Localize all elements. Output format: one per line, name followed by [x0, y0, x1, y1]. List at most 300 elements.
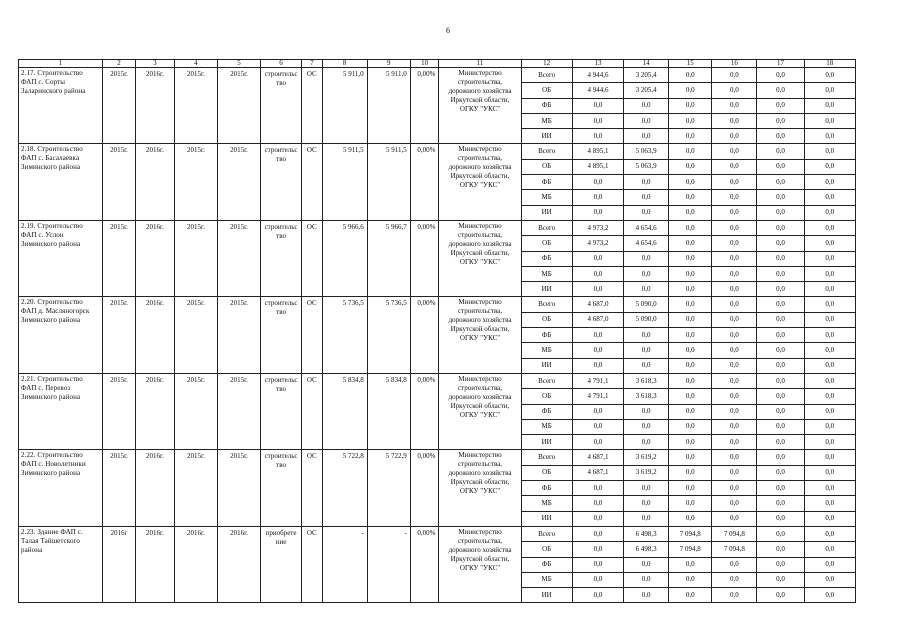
amount-cell: 0,0: [572, 328, 623, 343]
page-number: 6: [446, 26, 450, 35]
amount-cell: 0,0: [757, 98, 804, 113]
amount-cell: 0,0: [624, 481, 669, 496]
amount-cell: 4 791,1: [572, 389, 623, 404]
amount-cell: 0,0: [624, 588, 669, 603]
amount-cell: 0,0: [757, 144, 804, 159]
end-year-cell: 2016г.: [135, 68, 174, 144]
readiness-cell: 0,00%: [410, 450, 439, 526]
executor-cell: Министерство строительства, дорожного хозяйства Иркутской области, ОГКУ "УКС": [439, 297, 521, 373]
funding-source-cell: МБ: [521, 496, 572, 511]
amount-cell: 4 791,1: [572, 373, 623, 388]
amount-cell: 7 094,8: [669, 542, 712, 557]
col5-year-cell: 2016г.: [217, 526, 260, 602]
amount-cell: 3 618,3: [624, 373, 669, 388]
amount-cell: 0,0: [572, 496, 623, 511]
amount-cell: 0,0: [804, 297, 855, 312]
amount-cell: 0,0: [669, 266, 712, 281]
header-col-10: 10: [410, 60, 439, 68]
amount-cell: 0,0: [804, 358, 855, 373]
amount-cell: 0,0: [712, 312, 757, 327]
start-year-cell: 2015г.: [103, 297, 136, 373]
amount-cell: 0,0: [669, 373, 712, 388]
amount-cell: 0,0: [804, 465, 855, 480]
amount-cell: 5 063,9: [624, 144, 669, 159]
amount-cell: 0,0: [804, 389, 855, 404]
work-type-cell: строительс тво: [261, 68, 302, 144]
amount-cell: 0,0: [624, 205, 669, 220]
amount-cell: 0,0: [757, 175, 804, 190]
header-col-7: 7: [302, 60, 323, 68]
header-col-18: 18: [804, 60, 855, 68]
header-col-16: 16: [712, 60, 757, 68]
header-col-17: 17: [757, 60, 804, 68]
funding-source-cell: МБ: [521, 572, 572, 587]
amount-cell: 5 090,0: [624, 312, 669, 327]
amount-cell: 0,0: [804, 98, 855, 113]
funding-source-cell: ОБ: [521, 236, 572, 251]
work-type-cell: строительс тво: [261, 373, 302, 449]
funding-source-cell: Всего: [521, 450, 572, 465]
capacity-cell: 5 834,8: [322, 373, 367, 449]
amount-cell: 0,0: [669, 113, 712, 128]
amount-cell: 4 687,0: [572, 312, 623, 327]
amount-cell: 0,0: [804, 373, 855, 388]
amount-cell: 0,0: [669, 481, 712, 496]
amount-cell: 0,0: [757, 389, 804, 404]
amount-cell: 0,0: [572, 588, 623, 603]
amount-cell: 0,0: [669, 68, 712, 83]
amount-cell: 0,0: [669, 419, 712, 434]
amount-cell: 0,0: [804, 159, 855, 174]
amount-cell: 0,0: [624, 358, 669, 373]
amount-cell: 3 618,3: [624, 389, 669, 404]
readiness-cell: 0,00%: [410, 526, 439, 602]
amount-cell: 0,0: [712, 435, 757, 450]
amount-cell: 3 205,4: [624, 83, 669, 98]
amount-cell: 0,0: [572, 343, 623, 358]
amount-cell: 0,0: [804, 588, 855, 603]
col5-year-cell: 2015г.: [217, 373, 260, 449]
amount-cell: 0,0: [712, 343, 757, 358]
amount-cell: 0,0: [572, 282, 623, 297]
amount-cell: 0,0: [804, 328, 855, 343]
work-type-cell: строительс тво: [261, 220, 302, 296]
funding-source-cell: ОБ: [521, 389, 572, 404]
cost-cell: -: [367, 526, 410, 602]
amount-cell: 0,0: [757, 572, 804, 587]
amount-cell: 4 895,1: [572, 159, 623, 174]
amount-cell: 0,0: [757, 328, 804, 343]
amount-cell: 0,0: [804, 83, 855, 98]
asset-type-cell: ОС: [302, 373, 323, 449]
amount-cell: 0,0: [669, 129, 712, 144]
amount-cell: 0,0: [572, 98, 623, 113]
funding-source-cell: ФБ: [521, 481, 572, 496]
funding-source-cell: МБ: [521, 419, 572, 434]
start-year-cell: 2015г.: [103, 68, 136, 144]
header-col-8: 8: [322, 60, 367, 68]
table-row: [19, 373, 856, 388]
amount-cell: 0,0: [804, 266, 855, 281]
amount-cell: 0,0: [624, 435, 669, 450]
amount-cell: 6 498,3: [624, 526, 669, 541]
amount-cell: 0,0: [757, 419, 804, 434]
asset-type-cell: ОС: [302, 526, 323, 602]
amount-cell: 0,0: [669, 511, 712, 526]
amount-cell: 0,0: [712, 205, 757, 220]
end-year-cell: 2016г.: [135, 297, 174, 373]
header-numbers-row: [19, 60, 856, 68]
amount-cell: 0,0: [712, 450, 757, 465]
object-name-cell: 2.22. Строительство ФАП с. Новолетники Зиминского района: [19, 450, 103, 526]
readiness-cell: 0,00%: [410, 373, 439, 449]
header-col-1: 1: [19, 60, 103, 68]
amount-cell: 0,0: [804, 251, 855, 266]
amount-cell: 0,0: [712, 98, 757, 113]
amount-cell: 0,0: [712, 220, 757, 235]
funding-source-cell: МБ: [521, 190, 572, 205]
funding-source-cell: ИИ: [521, 129, 572, 144]
object-name-cell: 2.17. Строительство ФАП с. Сорты Заларинского района: [19, 68, 103, 144]
amount-cell: 0,0: [804, 190, 855, 205]
amount-cell: 0,0: [804, 236, 855, 251]
amount-cell: 0,0: [804, 481, 855, 496]
start-year-cell: 2015г.: [103, 220, 136, 296]
table-row: [19, 220, 856, 235]
amount-cell: 0,0: [757, 282, 804, 297]
cost-cell: 5 722,9: [367, 450, 410, 526]
amount-cell: 0,0: [669, 450, 712, 465]
header-col-5: 5: [217, 60, 260, 68]
amount-cell: 3 205,4: [624, 68, 669, 83]
col5-year-cell: 2015г.: [217, 450, 260, 526]
amount-cell: 0,0: [572, 190, 623, 205]
amount-cell: 0,0: [669, 220, 712, 235]
amount-cell: 0,0: [712, 557, 757, 572]
amount-cell: 0,0: [572, 175, 623, 190]
amount-cell: 0,0: [804, 144, 855, 159]
amount-cell: 0,0: [669, 236, 712, 251]
capacity-cell: 5 722,8: [322, 450, 367, 526]
funding-source-cell: ИИ: [521, 205, 572, 220]
readiness-cell: 0,00%: [410, 68, 439, 144]
col4-year-cell: 2015г.: [174, 68, 217, 144]
amount-cell: 0,0: [572, 526, 623, 541]
funding-source-cell: МБ: [521, 266, 572, 281]
amount-cell: 0,0: [669, 389, 712, 404]
amount-cell: 0,0: [757, 358, 804, 373]
col4-year-cell: 2015г.: [174, 144, 217, 220]
capacity-cell: 5 911,5: [322, 144, 367, 220]
amount-cell: 0,0: [669, 557, 712, 572]
amount-cell: 0,0: [624, 496, 669, 511]
amount-cell: 0,0: [624, 343, 669, 358]
amount-cell: 0,0: [757, 159, 804, 174]
amount-cell: 0,0: [669, 205, 712, 220]
funding-source-cell: ФБ: [521, 251, 572, 266]
amount-cell: 0,0: [712, 481, 757, 496]
amount-cell: 7 094,8: [712, 526, 757, 541]
amount-cell: 0,0: [757, 588, 804, 603]
amount-cell: 0,0: [669, 98, 712, 113]
start-year-cell: 2015г.: [103, 144, 136, 220]
work-type-cell: приобрете ние: [261, 526, 302, 602]
end-year-cell: 2016г.: [135, 220, 174, 296]
amount-cell: 0,0: [712, 266, 757, 281]
executor-cell: Министерство строительства, дорожного хозяйства Иркутской области, ОГКУ "УКС": [439, 144, 521, 220]
amount-cell: 0,0: [572, 113, 623, 128]
col4-year-cell: 2016г.: [174, 526, 217, 602]
amount-cell: 0,0: [624, 113, 669, 128]
col5-year-cell: 2015г.: [217, 297, 260, 373]
amount-cell: 5 063,9: [624, 159, 669, 174]
amount-cell: 0,0: [757, 220, 804, 235]
amount-cell: 0,0: [804, 511, 855, 526]
amount-cell: 0,0: [624, 266, 669, 281]
funding-source-cell: ФБ: [521, 404, 572, 419]
amount-cell: 0,0: [804, 450, 855, 465]
amount-cell: 0,0: [572, 251, 623, 266]
amount-cell: 4 973,2: [572, 220, 623, 235]
amount-cell: 0,0: [712, 588, 757, 603]
asset-type-cell: ОС: [302, 450, 323, 526]
col4-year-cell: 2015г.: [174, 297, 217, 373]
amount-cell: 0,0: [624, 511, 669, 526]
amount-cell: 0,0: [624, 175, 669, 190]
amount-cell: 0,0: [757, 465, 804, 480]
amount-cell: 0,0: [712, 572, 757, 587]
amount-cell: 5 090,0: [624, 297, 669, 312]
amount-cell: 0,0: [712, 358, 757, 373]
amount-cell: 0,0: [712, 465, 757, 480]
start-year-cell: 2016г: [103, 526, 136, 602]
amount-cell: 0,0: [669, 144, 712, 159]
amount-cell: 0,0: [669, 435, 712, 450]
amount-cell: 0,0: [669, 251, 712, 266]
end-year-cell: 2016г.: [135, 144, 174, 220]
end-year-cell: 2016г.: [135, 526, 174, 602]
amount-cell: 0,0: [669, 282, 712, 297]
funding-source-cell: ОБ: [521, 542, 572, 557]
amount-cell: 0,0: [804, 343, 855, 358]
amount-cell: 0,0: [669, 572, 712, 587]
readiness-cell: 0,00%: [410, 297, 439, 373]
amount-cell: 0,0: [669, 465, 712, 480]
end-year-cell: 2016г.: [135, 450, 174, 526]
header-col-6: 6: [261, 60, 302, 68]
amount-cell: 0,0: [712, 175, 757, 190]
start-year-cell: 2015г.: [103, 450, 136, 526]
funding-source-cell: ФБ: [521, 557, 572, 572]
amount-cell: 0,0: [804, 496, 855, 511]
col4-year-cell: 2015г.: [174, 450, 217, 526]
funding-source-cell: Всего: [521, 526, 572, 541]
amount-cell: 0,0: [572, 404, 623, 419]
header-col-14: 14: [624, 60, 669, 68]
col5-year-cell: 2015г.: [217, 220, 260, 296]
funding-source-cell: МБ: [521, 343, 572, 358]
amount-cell: 0,0: [669, 159, 712, 174]
header-col-3: 3: [135, 60, 174, 68]
amount-cell: 3 619,2: [624, 450, 669, 465]
amount-cell: 0,0: [757, 190, 804, 205]
amount-cell: 0,0: [669, 175, 712, 190]
start-year-cell: 2015г.: [103, 373, 136, 449]
header-col-2: 2: [103, 60, 136, 68]
amount-cell: 0,0: [804, 435, 855, 450]
amount-cell: 0,0: [712, 190, 757, 205]
amount-cell: 0,0: [669, 328, 712, 343]
readiness-cell: 0,00%: [410, 220, 439, 296]
funding-source-cell: ФБ: [521, 328, 572, 343]
amount-cell: 0,0: [757, 251, 804, 266]
header-col-12: 12: [521, 60, 572, 68]
funding-source-cell: Всего: [521, 68, 572, 83]
amount-cell: 0,0: [804, 542, 855, 557]
amount-cell: 0,0: [712, 404, 757, 419]
amount-cell: 7 094,8: [712, 542, 757, 557]
amount-cell: 4 944,6: [572, 68, 623, 83]
amount-cell: 0,0: [757, 557, 804, 572]
amount-cell: 0,0: [804, 68, 855, 83]
amount-cell: 0,0: [804, 557, 855, 572]
amount-cell: 4 654,6: [624, 220, 669, 235]
amount-cell: 0,0: [712, 83, 757, 98]
amount-cell: 0,0: [624, 557, 669, 572]
amount-cell: 4 687,0: [572, 297, 623, 312]
table-row: [19, 450, 856, 465]
funding-source-cell: ФБ: [521, 98, 572, 113]
amount-cell: 7 094,8: [669, 526, 712, 541]
funding-source-cell: ОБ: [521, 312, 572, 327]
amount-cell: 0,0: [757, 129, 804, 144]
amount-cell: 0,0: [572, 511, 623, 526]
table-row: [19, 144, 856, 159]
amount-cell: 0,0: [712, 129, 757, 144]
funding-source-cell: ИИ: [521, 588, 572, 603]
header-col-13: 13: [572, 60, 623, 68]
amount-cell: 0,0: [757, 496, 804, 511]
funding-source-cell: ОБ: [521, 83, 572, 98]
amount-cell: 0,0: [757, 526, 804, 541]
amount-cell: 0,0: [572, 542, 623, 557]
funding-source-cell: ОБ: [521, 159, 572, 174]
amount-cell: 0,0: [712, 496, 757, 511]
amount-cell: 0,0: [712, 68, 757, 83]
cost-cell: 5 966,7: [367, 220, 410, 296]
amount-cell: 4 687,1: [572, 465, 623, 480]
amount-cell: 0,0: [757, 343, 804, 358]
asset-type-cell: ОС: [302, 68, 323, 144]
amount-cell: 0,0: [804, 526, 855, 541]
amount-cell: 0,0: [804, 312, 855, 327]
amount-cell: 0,0: [757, 236, 804, 251]
amount-cell: 0,0: [624, 282, 669, 297]
header-col-15: 15: [669, 60, 712, 68]
funding-source-cell: Всего: [521, 297, 572, 312]
readiness-cell: 0,00%: [410, 144, 439, 220]
amount-cell: 0,0: [804, 404, 855, 419]
amount-cell: 4 973,2: [572, 236, 623, 251]
amount-cell: 0,0: [669, 343, 712, 358]
amount-cell: 0,0: [572, 419, 623, 434]
cost-cell: 5 911,5: [367, 144, 410, 220]
amount-cell: 0,0: [712, 113, 757, 128]
object-name-cell: 2.18. Строительство ФАП с. Басалаевка Зиминского района: [19, 144, 103, 220]
executor-cell: Министерство строительства, дорожного хозяйства Иркутской области, ОГКУ "УКС": [439, 373, 521, 449]
amount-cell: 0,0: [712, 144, 757, 159]
amount-cell: 6 498,3: [624, 542, 669, 557]
amount-cell: 0,0: [572, 205, 623, 220]
work-type-cell: строительс тво: [261, 450, 302, 526]
amount-cell: 0,0: [757, 113, 804, 128]
amount-cell: 0,0: [669, 312, 712, 327]
financing-table: [18, 59, 856, 603]
cost-cell: 5 736,5: [367, 297, 410, 373]
object-name-cell: 2.23. Здание ФАП с. Талая Тайшетского района: [19, 526, 103, 602]
amount-cell: 0,0: [757, 297, 804, 312]
executor-cell: Министерство строительства, дорожного хозяйства Иркутской области, ОГКУ "УКС": [439, 68, 521, 144]
amount-cell: 0,0: [572, 129, 623, 144]
funding-source-cell: ИИ: [521, 358, 572, 373]
amount-cell: 0,0: [624, 572, 669, 587]
amount-cell: 0,0: [712, 251, 757, 266]
amount-cell: 0,0: [757, 481, 804, 496]
header-col-9: 9: [367, 60, 410, 68]
col4-year-cell: 2015г.: [174, 373, 217, 449]
funding-source-cell: МБ: [521, 113, 572, 128]
amount-cell: 0,0: [804, 572, 855, 587]
amount-cell: 0,0: [712, 159, 757, 174]
amount-cell: 0,0: [804, 220, 855, 235]
work-type-cell: строительс тво: [261, 297, 302, 373]
amount-cell: 0,0: [757, 435, 804, 450]
amount-cell: 0,0: [624, 98, 669, 113]
amount-cell: 0,0: [712, 389, 757, 404]
table-row: [19, 526, 856, 541]
table-row: [19, 68, 856, 83]
amount-cell: 0,0: [624, 404, 669, 419]
amount-cell: 0,0: [757, 266, 804, 281]
amount-cell: 0,0: [669, 404, 712, 419]
amount-cell: 0,0: [804, 282, 855, 297]
amount-cell: 3 619,2: [624, 465, 669, 480]
header-col-4: 4: [174, 60, 217, 68]
capacity-cell: -: [322, 526, 367, 602]
amount-cell: 0,0: [757, 511, 804, 526]
cost-cell: 5 911,0: [367, 68, 410, 144]
amount-cell: 0,0: [712, 297, 757, 312]
funding-source-cell: Всего: [521, 373, 572, 388]
amount-cell: 0,0: [669, 496, 712, 511]
funding-source-cell: ИИ: [521, 282, 572, 297]
object-name-cell: 2.21. Строительство ФАП с. Перевоз Зиминского района: [19, 373, 103, 449]
funding-source-cell: ИИ: [521, 511, 572, 526]
object-name-cell: 2.19. Строительство ФАП с. Услон Зиминского района: [19, 220, 103, 296]
funding-source-cell: Всего: [521, 144, 572, 159]
amount-cell: 0,0: [669, 358, 712, 373]
amount-cell: 4 895,1: [572, 144, 623, 159]
amount-cell: 0,0: [572, 481, 623, 496]
end-year-cell: 2016г.: [135, 373, 174, 449]
amount-cell: 4 687,1: [572, 450, 623, 465]
amount-cell: 0,0: [712, 419, 757, 434]
table-row: [19, 297, 856, 312]
amount-cell: 0,0: [669, 588, 712, 603]
col5-year-cell: 2015г.: [217, 144, 260, 220]
amount-cell: 0,0: [624, 129, 669, 144]
amount-cell: 0,0: [624, 251, 669, 266]
